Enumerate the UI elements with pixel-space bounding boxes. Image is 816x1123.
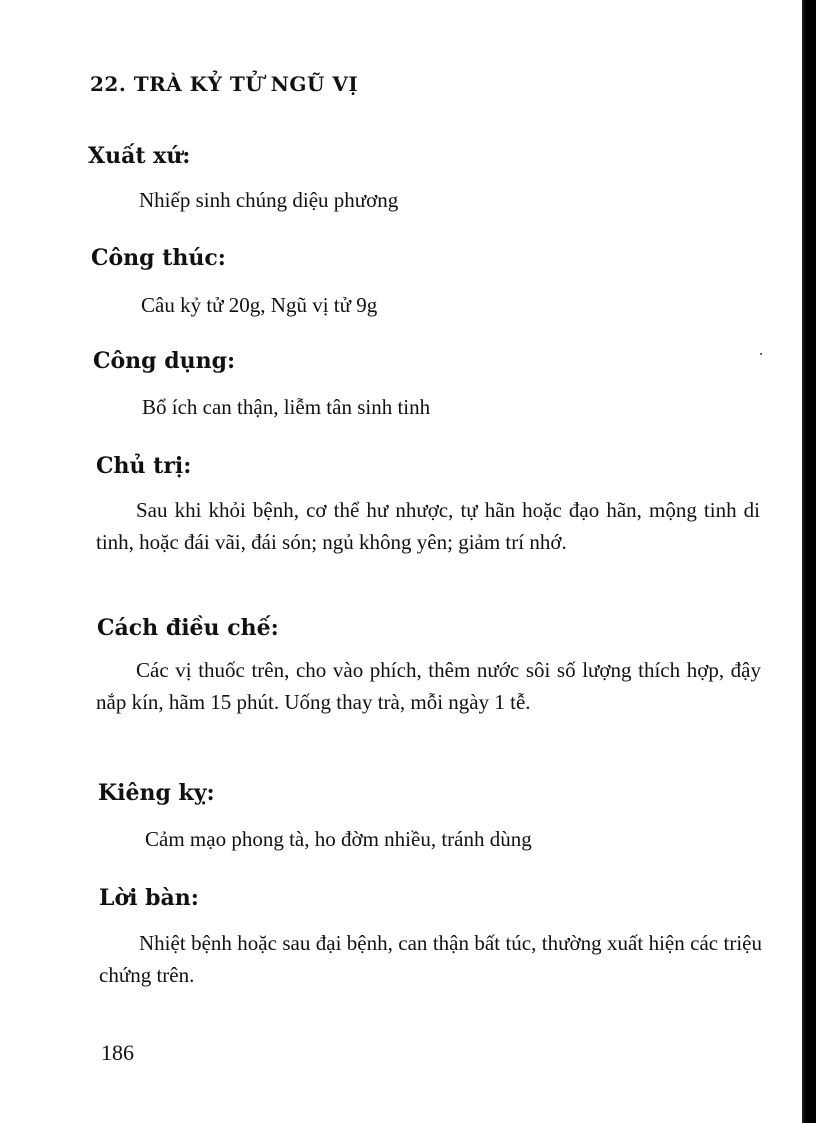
speck [760, 353, 762, 355]
commentary-text: Nhiệt bệnh hoặc sau đại bệnh, can thận bất túc, thường xuất hiện các triệu chứng trên. [99, 931, 762, 987]
contraindications-text: Cảm mạo phong tà, ho đờm nhiều, tránh dùng [145, 827, 532, 851]
indications-text: Sau khi khỏi bệnh, cơ thể hư nhược, tự hãn hoặc đạo hãn, mộng tinh di tinh, hoặc đái vãi, đái són; ngủ không yên; giảm trí nhớ. [96, 498, 760, 554]
page-number: 186 [101, 1040, 134, 1065]
preparation-text: Các vị thuốc trên, cho vào phích, thêm nước sôi số lượng thích hợp, đậy nắp kín, hãm 15 phút. Uống thay trà, mỗi ngày 1 tễ. [96, 658, 761, 714]
effect-text: Bổ ích can thận, liễm tân sinh tinh [142, 395, 431, 419]
scan-edge-shadow [802, 0, 816, 1123]
heading-formula: Công thúc: [91, 245, 226, 271]
formula-text: Câu kỷ tử 20g, Ngũ vị tử 9g [141, 293, 378, 317]
heading-preparation: Cách điều chế: [97, 615, 279, 641]
heading-origin: Xuất xứ: [88, 143, 191, 169]
heading-commentary: Lời bàn: [99, 885, 199, 911]
origin-text: Nhiếp sinh chúng diệu phương [139, 188, 399, 212]
heading-contraindications: Kiêng kỵ: [98, 780, 215, 806]
heading-effect: Công dụng: [93, 348, 236, 374]
heading-indications: Chủ trị: [96, 453, 192, 479]
recipe-title: 22. TRÀ KỶ TỬ NGŨ VỊ [90, 72, 359, 96]
